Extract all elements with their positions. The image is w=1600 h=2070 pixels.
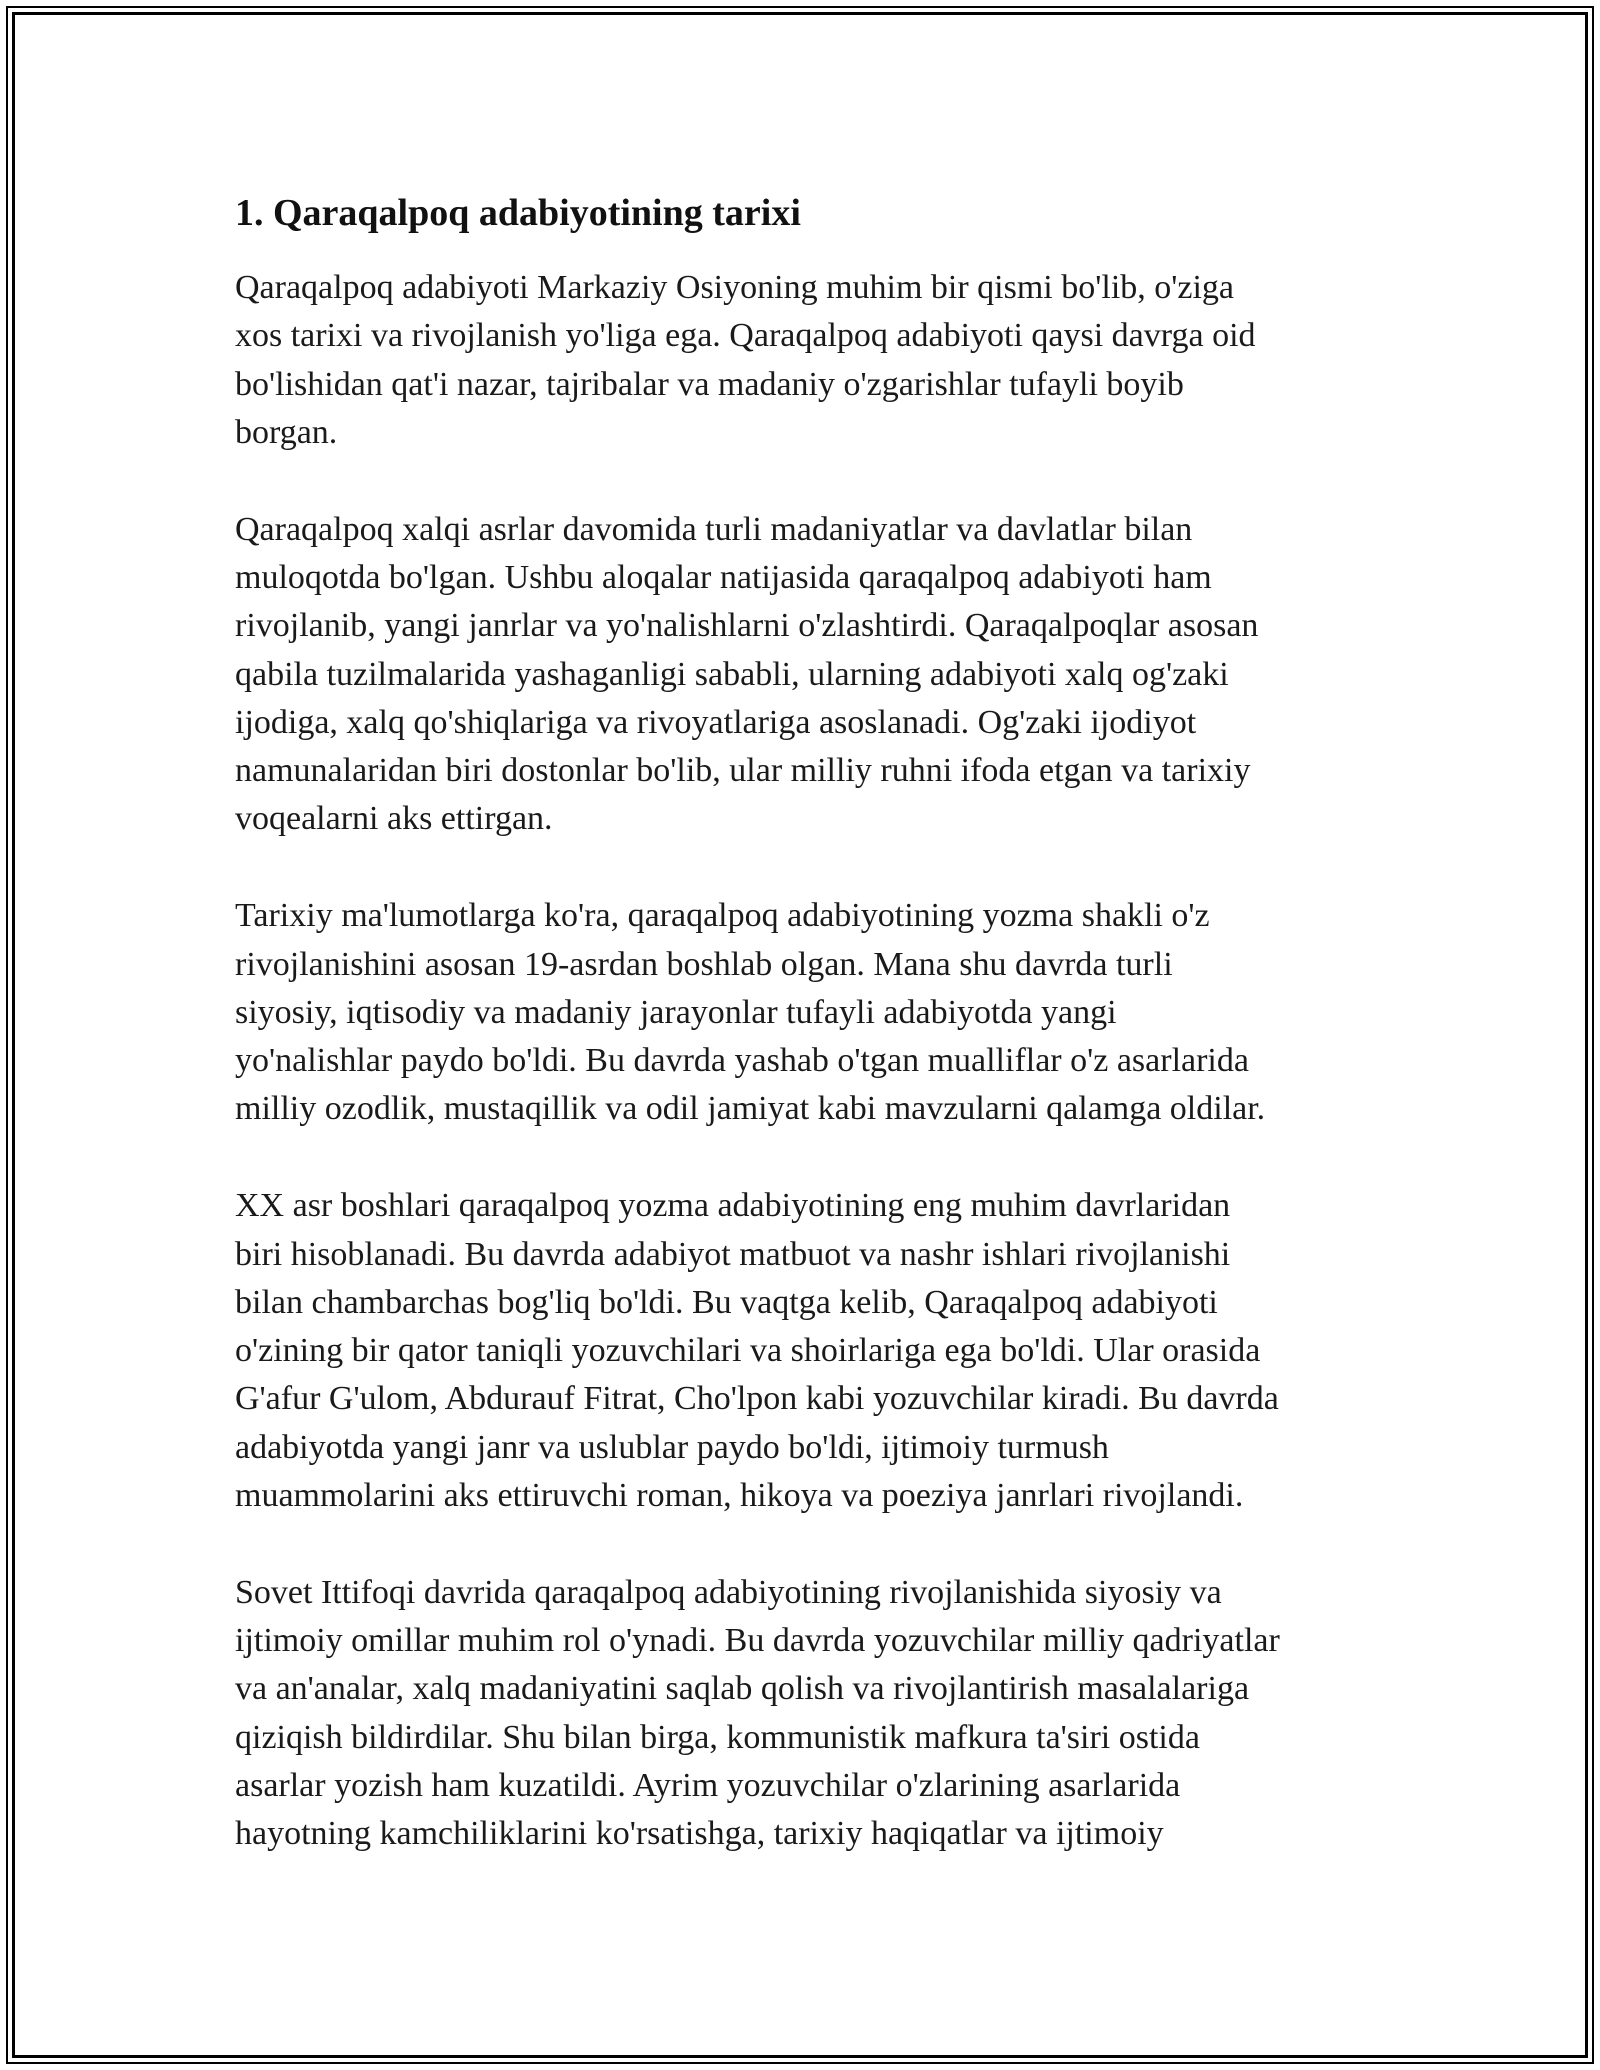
paragraph: Tarixiy ma'lumotlarga ko'ra, qaraqalpoq adabiyotining yozma shakli o'z rivojlanishini asosan 19-asrdan boshlab olgan. Mana shu davrda turli siyosiy, iqtisodiy va madaniy jarayonlar tufayli adabiyotda yangi yo'nalishlar paydo bo'ldi. Bu davrda yashab o'tgan mualliflar o'z asarlarida milliy ozodlik, mustaqillik va odil jamiyat kabi mavzularni qalamga oldilar. — [235, 897, 1266, 1128]
paragraph: Sovet Ittifoqi davrida qaraqalpoq adabiyotining rivojlanishida siyosiy va ijtimoiy omillar muhim rol o'ynadi. Bu davrda yozuvchilar milliy qadriyatlar va an'analar, xalq madaniyatini saqlab qolish va rivojlantirish masalalariga qiziqish bildirdilar. Shu bilan birga, kommunistik mafkura ta'siri ostida asarlar yozish ham kuzatildi. Ayrim yozuvchilar o'zlarining asarlarida hayotning kamchiliklarini ko'rsatishga, tarixiy haqiqatlar va ijtimoiy — [235, 1573, 1280, 1853]
document-body — [235, 188, 1375, 1859]
section-heading: 1. Qaraqalpoq adabiyotining tarixi — [235, 192, 801, 234]
paragraph: Qaraqalpoq adabiyoti Markaziy Osiyoning muhim bir qismi bo'lib, o'ziga xos tarixi va rivojlanish yo'liga ega. Qaraqalpoq adabiyoti qaysi davrga oid bo'lishidan qat'i nazar, tajribalar va madaniy o'zgarishlar tufayli boyib borgan. — [235, 269, 1256, 451]
paragraph: Qaraqalpoq xalqi asrlar davomida turli madaniyatlar va davlatlar bilan muloqotda bo'lgan. Ushbu aloqalar natijasida qaraqalpoq adabiyoti ham rivojlanib, yangi janrlar va yo'nalishlarni o'zlashtirdi. Qaraqalpoqlar asosan qabila tuzilmalarida yashaganligi sababli, ularning adabiyoti xalq og'zaki ijodiga, xalq qo'shiqlariga va rivoyatlariga asoslanadi. Og'zaki ijodiyot namunalaridan biri dostonlar bo'lib, ular milliy ruhni ifoda etgan va tarixiy voqealarni aks ettirgan. — [235, 510, 1259, 838]
paragraph: XX asr boshlari qaraqalpoq yozma adabiyotining eng muhim davrlaridan biri hisoblanadi. Bu davrda adabiyot matbuot va nashr ishlari rivojlanishi bilan chambarchas bog'liq bo'ldi. Bu vaqtga kelib, Qaraqalpoq adabiyoti o'zining bir qator taniqli yozuvchilari va shoirlariga ega bo'ldi. Ular orasida G'afur G'ulom, Abdurauf Fitrat, Cho'lpon kabi yozuvchilar kiradi. Bu davrda adabiyotda yangi janr va uslublar paydo bo'ldi, ijtimoiy turmush muammolarini aks ettiruvchi roman, hikoya va poeziya janrlari rivojlandi. — [235, 1187, 1279, 1515]
